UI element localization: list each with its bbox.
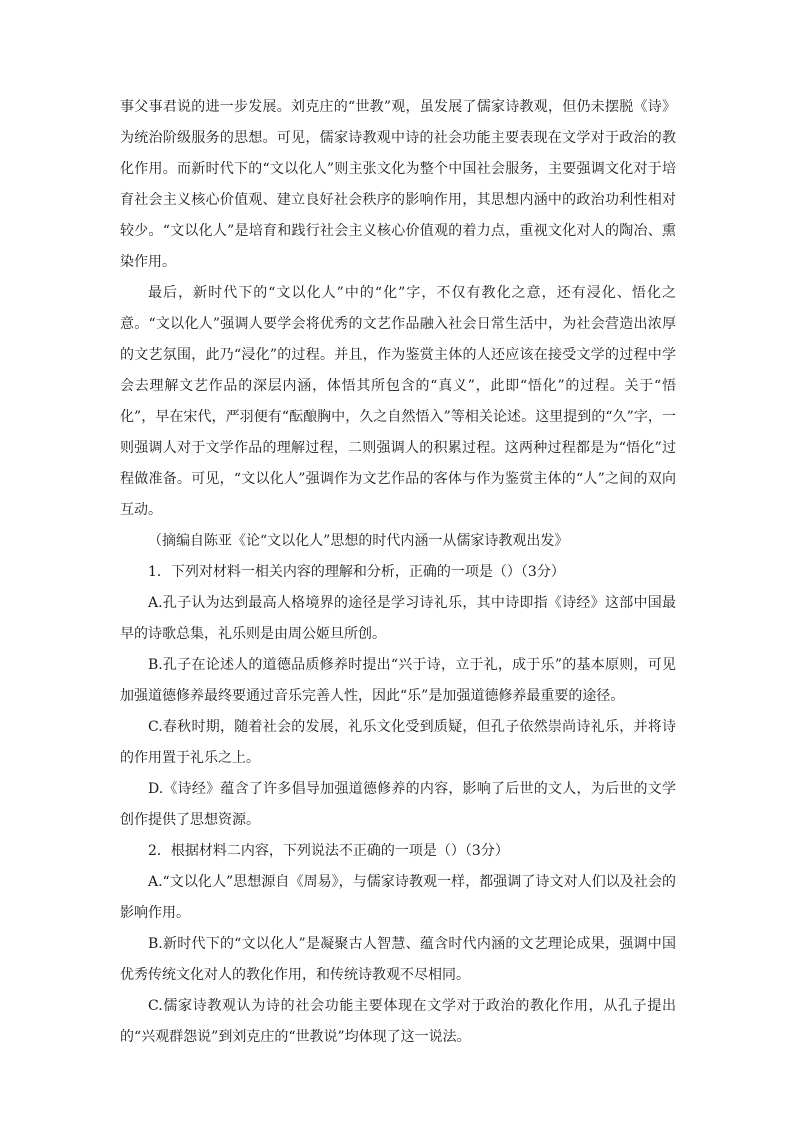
question-option: C.春秋时期，随着社会的发展，礼乐文化受到质疑，但孔子依然崇尚诗礼乐，并将诗的作用置于礼乐之上。 — [120, 719, 676, 766]
body-paragraph: 事父事君说的进一步发展。刘克庄的“世教”观，虽发展了儒家诗教观，但仍未摆脱《诗》为统治阶级服务的思想。可见，儒家诗教观中诗的社会功能主要表现在文学对于政治的教化作用。而新时代下的“文以化人”则主张文化为整个中国社会服务，主要强调文化对于培育社会主义核心价值观、建立良好社会秩序的影响作用，其思想内涵中的政治功利性相对较少。“文以化人”是培育和践行社会主义核心价值观的着力点，重视文化对人的陶冶、熏染作用。 — [120, 99, 676, 270]
source-citation: （摘编自陈亚《论“文以化人”思想的时代内涵一从儒家诗教观出发》 — [148, 533, 569, 549]
question-stem: 1．下列对材料一相关内容的理解和分析，正确的一项是（）（3分） — [148, 564, 565, 580]
document-page — [120, 92, 676, 1053]
question-option: B.新时代下的“文以化人”是凝聚古人智慧、蕴含时代内涵的文艺理论成果，强调中国优秀传统文化对人的教化作用，和传统诗教观不尽相同。 — [120, 936, 676, 983]
question-option: D.《诗经》蕴含了许多倡导加强道德修养的内容，影响了后世的文人，为后世的文学创作提供了思想资源。 — [120, 781, 676, 828]
question-option: B.孔子在论述人的道德品质修养时提出“兴于诗，立于礼，成于乐”的基本原则，可见加强道德修养最终要通过音乐完善人性，因此“乐”是加强道德修养最重要的途径。 — [120, 657, 676, 704]
question-option: C.儒家诗教观认为诗的社会功能主要体现在文学对于政治的教化作用，从孔子提出的“兴观群怨说”到刘克庄的“世教说”均体现了这一说法。 — [120, 998, 676, 1045]
question-option: A.“文以化人”思想源自《周易》，与儒家诗教观一样，都强调了诗文对人们以及社会的影响作用。 — [120, 874, 676, 921]
body-paragraph: 最后，新时代下的“文以化人”中的“化”字，不仅有教化之意，还有浸化、悟化之意。“文以化人”强调人要学会将优秀的文艺作品融入社会日常生活中，为社会营造出浓厚的文艺氛围，此乃“浸化”的过程。并且，作为鉴赏主体的人还应该在接受文学的过程中学会去理解文艺作品的深层内涵，体悟其所包含的“真义”，此即“悟化”的过程。关于“悟化”，早在宋代，严羽便有“酝酿胸中，久之自然悟入”等相关论述。这里提到的“久”字，一则强调人对于文学作品的理解过程，二则强调人的积累过程。这两种过程都是为“悟化”过程做准备。可见，“文以化人”强调作为文艺作品的客体与作为鉴赏主体的“人”之间的双向互动。 — [120, 285, 676, 518]
question-option: A.孔子认为达到最高人格境界的途径是学习诗礼乐，其中诗即指《诗经》这部中国最早的诗歌总集，礼乐则是由周公姬旦所创。 — [120, 595, 676, 642]
question-stem: 2．根据材料二内容，下列说法不正确的一项是（）（3分） — [148, 843, 509, 859]
